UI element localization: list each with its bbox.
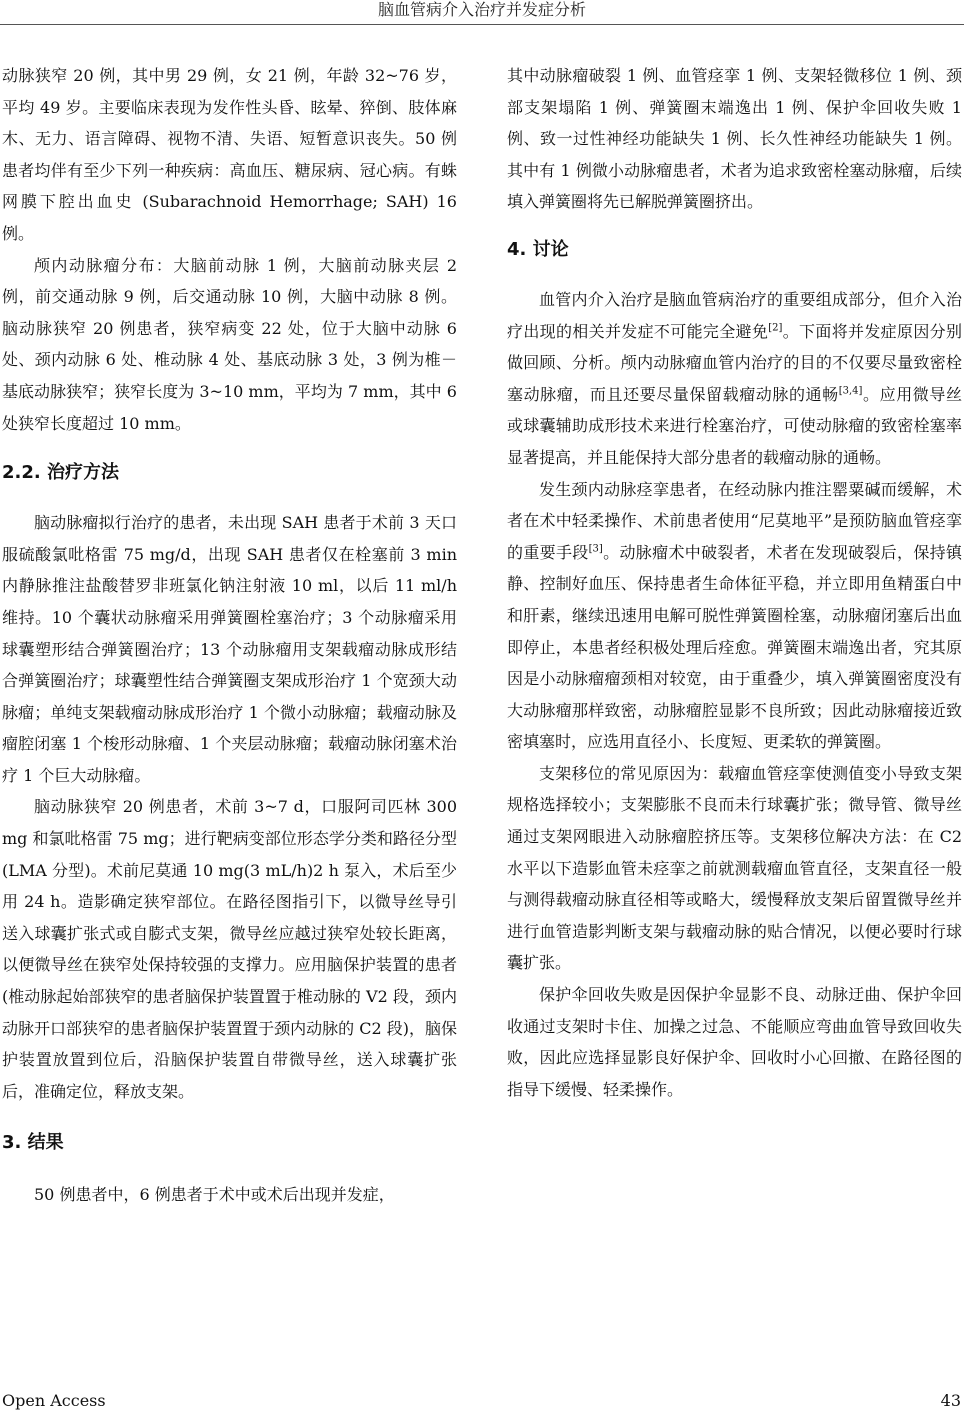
header-rule [0,24,964,25]
paragraph-vasospasm [507,474,962,758]
citation-ref: [3,4] [838,385,863,397]
paragraph-results-start: 50 例患者中，6 例患者于术中或术后出现并发症， [34,1185,395,1205]
section-heading-discussion: 4. 讨论 [507,238,569,260]
paragraph-stenosis-treatment: 脑动脉狭窄 20 例患者，术前 3~7 d，口服阿司匹林 300 mg 和氯吡格雷 75 mg；进行靶病变部位形态学分类和路径分型(LMA 分型)。术前尼莫通 10 mg(3 mL/h)2 h 泵入，术后至少用 24 h。造影确定狭窄部位。在路径图指引下，以微导丝导引送入球囊扩张式或自膨式支架，微导丝应越过狭窄处较长距离，以便微导丝在狭窄处保持较强的支撑力。应用脑保护装置的患者(椎动脉起始部狭窄的患者脑保护装置置于椎动脉的 V2 段，颈内动脉开口部狭窄的患者脑保护装置置于颈内动脉的 C2 段)，脑保护装置放置到位后，沿脑保护装置自带微导丝，送入球囊扩张后，准确定位，释放支架。 [2,797,457,1101]
right-column [507,60,962,1105]
text-run: 。下面将并发症原因分别做回顾、分析。颅内动脉瘤血管内治疗的目的不仅要尽量致密栓塞动脉瘤，而且还要尽量保留载瘤动脉的通畅 [507,321,962,404]
footer-open-access: Open Access [2,1391,106,1410]
paragraph-patient-summary: 动脉狭窄 20 例，其中男 29 例，女 21 例，年龄 32~76 岁，平均 49 岁。主要临床表现为发作性头昏、眩晕、猝倒、肢体麻木、无力、语言障碍、视物不清、失语、短暂意识丧失。50 例患者均伴有至少下列一种疾病：高血压、糖尿病、冠心病。有蛛网膜下腔出血史 (Subarachnoid Hemorrhage; SAH) 16 例。 [2,66,457,243]
running-header: 脑血管病介入治疗并发症分析 [377,0,586,19]
citation-ref: [2] [768,322,783,334]
left-column [2,60,457,1211]
page-number: 43 [940,1391,961,1410]
paragraph-aneurysm-treatment: 脑动脉瘤拟行治疗的患者，未出现 SAH 患者于术前 3 天口服硫酸氯吡格雷 75 mg/d，出现 SAH 患者仅在栓塞前 3 min 内静脉推注盐酸替罗非班氯化钠注射液 10 ml，以后 11 ml/h 维持。10 个囊状动脉瘤采用弹簧圈栓塞治疗；3 个动脉瘤采用球囊塑形结合弹簧圈治疗；13 个动脉瘤用支架载瘤动脉成形结合弹簧圈治疗；球囊塑性结合弹簧圈支架成形治疗 1 个宽颈大动脉瘤；单纯支架载瘤动脉成形治疗 1 个微小动脉瘤；载瘤动脉及瘤腔闭塞 1 个梭形动脉瘤、1 个夹层动脉瘤；载瘤动脉闭塞术治疗 1 个巨大动脉瘤。 [2,513,457,785]
text-run: 。动脉瘤术中破裂者，术者在发现破裂后，保持镇静、控制好血压、保持患者生命体征平稳，并立即用鱼精蛋白中和肝素，继续迅速用电解可脱性弹簧圈栓塞，动脉瘤闭塞后出血即停止，本患者经积极处理后痊愈。弹簧圈末端逸出者，究其原因是小动脉瘤瘤颈相对较宽，由于重叠少，填入弹簧圈密度没有大动脉瘤那样致密，动脉瘤腔显影不良所致；因此动脉瘤接近致密填塞时，应选用直径小、长度短、更柔软的弹簧圈。 [507,542,962,752]
citation-ref: [3] [588,543,603,555]
paragraph-stent-migration: 支架移位的常见原因为：载瘤血管痉挛使测值变小导致支架规格选择较小；支架膨胀不良而未行球囊扩张；微导管、微导丝通过支架网眼进入动脉瘤腔挤压等。支架移位解决方法：在 C2 水平以下造影血管未痉挛之前就测载瘤血管直径，支架直径一般与测得载瘤动脉直径相等或略大，缓慢释放支架后留置微导丝并进行血管造影判断支架与载瘤动脉的贴合情况，以便必要时行球囊扩张。 [507,763,962,973]
section-heading-results: 3. 结果 [2,1132,64,1154]
paragraph-aneurysm-distribution: 颅内动脉瘤分布：大脑前动脉 1 例，大脑前动脉夹层 2 例，前交通动脉 9 例，后交通动脉 10 例，大脑中动脉 8 例。脑动脉狭窄 20 例患者，狭窄病变 22 处，位于大脑中动脉 6 处、颈内动脉 6 处、椎动脉 4 处、基底动脉 3 处，3 例为椎－基底动脉狭窄；狭窄长度为 3~10 mm，平均为 7 mm，其中 6 处狭窄长度超过 10 mm。 [2,255,457,433]
paragraph-results-continued: 其中动脉瘤破裂 1 例、血管痉挛 1 例、支架轻微移位 1 例、颈部支架塌陷 1 例、弹簧圈末端逸出 1 例、保护伞回收失败 1 例、致一过性神经功能缺失 1 例、长久性神经功能缺失 1 例。其中有 1 例微小动脉瘤患者，术者为追求致密栓塞动脉瘤，后续填入弹簧圈将先已解脱弹簧圈挤出。 [507,66,962,212]
paragraph-protection-device: 保护伞回收失败是因保护伞显影不良、动脉迂曲、保护伞回收通过支架时卡住、加操之过急、不能顺应弯曲血管导致回收失败，因此应选择显影良好保护伞、回收时小心回撤、在路径图的指导下缓慢、轻柔操作。 [507,985,962,1099]
text-run: 发生颈内动脉痉挛患者，在经动脉内推注罂粟碱而缓解，术者在术中轻柔操作、术前患者使用“尼莫地平”是预防脑血管痉挛的重要手段 [507,479,962,562]
text-run: 。应用微导丝或球囊辅助成形技术来进行栓塞治疗，可使动脉瘤的致密栓塞率显著提高，并且能保持大部分患者的载瘤动脉的通畅。 [507,384,962,467]
section-heading-treatment: 2.2. 治疗方法 [2,462,119,484]
paragraph-discussion-intro [507,284,962,474]
text-run: 血管内介入治疗是脑血管病治疗的重要组成部分，但介入治疗出现的相关并发症不可能完全避免 [507,289,962,341]
